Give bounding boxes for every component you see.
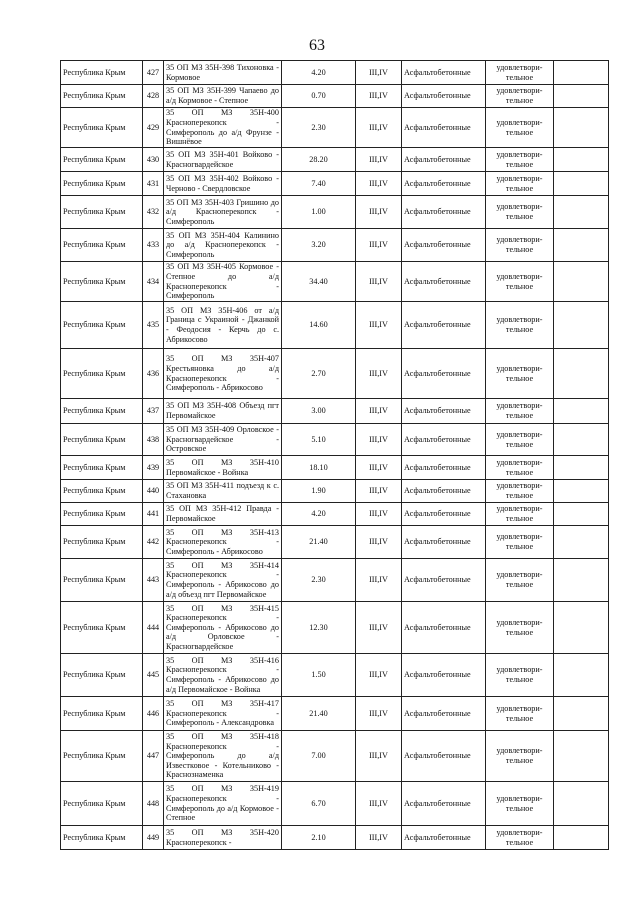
- empty-cell: [554, 196, 609, 229]
- category-cell: III,IV: [356, 262, 402, 302]
- road-name-cell: 35 ОП МЗ 35Н-407 Крестьяновка до а/д Красноперекопск - Симферополь - Абрикосово: [164, 349, 282, 399]
- condition-cell: удовлетвори-тельное: [486, 526, 554, 559]
- category-cell: III,IV: [356, 782, 402, 826]
- length-km-cell: 21.40: [282, 526, 356, 559]
- surface-type-cell: Асфальтобетонные: [402, 602, 486, 654]
- surface-type-cell: Асфальтобетонные: [402, 826, 486, 850]
- category-cell: III,IV: [356, 654, 402, 697]
- empty-cell: [554, 456, 609, 480]
- length-km-cell: 5.10: [282, 424, 356, 456]
- condition-cell: удовлетвори-тельное: [486, 782, 554, 826]
- row-number-cell: 441: [143, 503, 164, 526]
- road-name-cell: 35 ОП МЗ 35Н-406 от а/д Граница с Украиной - Джанкой - Феодосия - Керчь до с. Абрикосово: [164, 302, 282, 349]
- category-cell: III,IV: [356, 108, 402, 148]
- table-row: [61, 526, 609, 559]
- surface-type-cell: Асфальтобетонные: [402, 148, 486, 172]
- table-row: [61, 172, 609, 196]
- empty-cell: [554, 480, 609, 503]
- category-cell: III,IV: [356, 61, 402, 85]
- category-cell: III,IV: [356, 229, 402, 262]
- region-cell: Республика Крым: [61, 826, 143, 850]
- surface-type-cell: Асфальтобетонные: [402, 349, 486, 399]
- empty-cell: [554, 654, 609, 697]
- road-name-cell: 35 ОП МЗ 35Н-417 Красноперекопск - Симферополь - Александровка: [164, 697, 282, 731]
- length-km-cell: 6.70: [282, 782, 356, 826]
- road-name-cell: 35 ОП МЗ 35Н-414 Красноперекопск - Симферополь - Абрикосово до а/д объезд пгт Первомайское: [164, 559, 282, 602]
- road-name-cell: 35 ОП МЗ 35Н-402 Войково - Черново - Свердловское: [164, 172, 282, 196]
- empty-cell: [554, 559, 609, 602]
- table-row: [61, 602, 609, 654]
- length-km-cell: 7.00: [282, 731, 356, 782]
- page-number: 63: [309, 37, 325, 54]
- category-cell: III,IV: [356, 399, 402, 424]
- category-cell: III,IV: [356, 302, 402, 349]
- length-km-cell: 1.90: [282, 480, 356, 503]
- surface-type-cell: Асфальтобетонные: [402, 399, 486, 424]
- road-name-cell: 35 ОП МЗ 35Н-398 Тихоновка - Кормовое: [164, 61, 282, 85]
- length-km-cell: 34.40: [282, 262, 356, 302]
- surface-type-cell: Асфальтобетонные: [402, 559, 486, 602]
- surface-type-cell: Асфальтобетонные: [402, 424, 486, 456]
- length-km-cell: 3.00: [282, 399, 356, 424]
- table-row: [61, 229, 609, 262]
- road-name-cell: 35 ОП МЗ 35Н-408 Объезд пгт Первомайское: [164, 399, 282, 424]
- empty-cell: [554, 148, 609, 172]
- road-name-cell: 35 ОП МЗ 35Н-405 Кормовое - Степное до а/д Красноперекопск - Симферополь: [164, 262, 282, 302]
- row-number-cell: 428: [143, 85, 164, 108]
- category-cell: III,IV: [356, 559, 402, 602]
- table-row: [61, 697, 609, 731]
- road-name-cell: 35 ОП МЗ 35Н-419 Красноперекопск - Симферополь до а/д Кормовое - Степное: [164, 782, 282, 826]
- length-km-cell: 1.00: [282, 196, 356, 229]
- region-cell: Республика Крым: [61, 196, 143, 229]
- region-cell: Республика Крым: [61, 262, 143, 302]
- table-row: [61, 148, 609, 172]
- empty-cell: [554, 61, 609, 85]
- condition-cell: удовлетвори-тельное: [486, 196, 554, 229]
- category-cell: III,IV: [356, 349, 402, 399]
- table-row: [61, 85, 609, 108]
- road-name-cell: 35 ОП МЗ 35Н-413 Красноперекопск - Симферополь - Абрикосово: [164, 526, 282, 559]
- row-number-cell: 442: [143, 526, 164, 559]
- table-row: [61, 782, 609, 826]
- empty-cell: [554, 503, 609, 526]
- surface-type-cell: Асфальтобетонные: [402, 782, 486, 826]
- condition-cell: удовлетвори-тельное: [486, 826, 554, 850]
- length-km-cell: 2.10: [282, 826, 356, 850]
- category-cell: III,IV: [356, 85, 402, 108]
- row-number-cell: 440: [143, 480, 164, 503]
- row-number-cell: 427: [143, 61, 164, 85]
- row-number-cell: 446: [143, 697, 164, 731]
- empty-cell: [554, 424, 609, 456]
- category-cell: III,IV: [356, 172, 402, 196]
- row-number-cell: 444: [143, 602, 164, 654]
- surface-type-cell: Асфальтобетонные: [402, 697, 486, 731]
- length-km-cell: 3.20: [282, 229, 356, 262]
- table-row: [61, 349, 609, 399]
- condition-cell: удовлетвори-тельное: [486, 399, 554, 424]
- condition-cell: удовлетвори-тельное: [486, 349, 554, 399]
- category-cell: III,IV: [356, 196, 402, 229]
- category-cell: III,IV: [356, 503, 402, 526]
- condition-cell: удовлетвори-тельное: [486, 602, 554, 654]
- category-cell: III,IV: [356, 826, 402, 850]
- length-km-cell: 21.40: [282, 697, 356, 731]
- length-km-cell: 2.30: [282, 108, 356, 148]
- surface-type-cell: Асфальтобетонные: [402, 731, 486, 782]
- region-cell: Республика Крым: [61, 731, 143, 782]
- empty-cell: [554, 731, 609, 782]
- road-name-cell: 35 ОП МЗ 35Н-412 Правда - Первомайское: [164, 503, 282, 526]
- empty-cell: [554, 526, 609, 559]
- table-row: [61, 108, 609, 148]
- road-name-cell: 35 ОП МЗ 35Н-418 Красноперекопск - Симферополь до а/д Известковое - Котельниково - Краснознаменка: [164, 731, 282, 782]
- length-km-cell: 7.40: [282, 172, 356, 196]
- row-number-cell: 434: [143, 262, 164, 302]
- region-cell: Республика Крым: [61, 302, 143, 349]
- region-cell: Республика Крым: [61, 148, 143, 172]
- condition-cell: удовлетвори-тельное: [486, 503, 554, 526]
- condition-cell: удовлетвори-тельное: [486, 731, 554, 782]
- table-row: [61, 399, 609, 424]
- surface-type-cell: Асфальтобетонные: [402, 526, 486, 559]
- condition-cell: удовлетвори-тельное: [486, 229, 554, 262]
- table-row: [61, 826, 609, 850]
- region-cell: Республика Крым: [61, 559, 143, 602]
- empty-cell: [554, 349, 609, 399]
- table-row: [61, 61, 609, 85]
- surface-type-cell: Асфальтобетонные: [402, 108, 486, 148]
- row-number-cell: 432: [143, 196, 164, 229]
- condition-cell: удовлетвори-тельное: [486, 302, 554, 349]
- row-number-cell: 433: [143, 229, 164, 262]
- region-cell: Республика Крым: [61, 349, 143, 399]
- road-name-cell: 35 ОП МЗ 35Н-411 подъезд к с. Стахановка: [164, 480, 282, 503]
- table-row: [61, 456, 609, 480]
- condition-cell: удовлетвори-тельное: [486, 172, 554, 196]
- row-number-cell: 447: [143, 731, 164, 782]
- surface-type-cell: Асфальтобетонные: [402, 654, 486, 697]
- empty-cell: [554, 85, 609, 108]
- surface-type-cell: Асфальтобетонные: [402, 480, 486, 503]
- condition-cell: удовлетвори-тельное: [486, 697, 554, 731]
- row-number-cell: 439: [143, 456, 164, 480]
- road-name-cell: 35 ОП МЗ 35Н-409 Орловское - Красногвардейское - Островское: [164, 424, 282, 456]
- condition-cell: удовлетвори-тельное: [486, 424, 554, 456]
- surface-type-cell: Асфальтобетонные: [402, 503, 486, 526]
- empty-cell: [554, 399, 609, 424]
- surface-type-cell: Асфальтобетонные: [402, 61, 486, 85]
- condition-cell: удовлетвори-тельное: [486, 480, 554, 503]
- condition-cell: удовлетвори-тельное: [486, 262, 554, 302]
- region-cell: Республика Крым: [61, 424, 143, 456]
- region-cell: Республика Крым: [61, 503, 143, 526]
- row-number-cell: 435: [143, 302, 164, 349]
- category-cell: III,IV: [356, 697, 402, 731]
- empty-cell: [554, 826, 609, 850]
- row-number-cell: 445: [143, 654, 164, 697]
- length-km-cell: 18.10: [282, 456, 356, 480]
- condition-cell: удовлетвори-тельное: [486, 654, 554, 697]
- surface-type-cell: Асфальтобетонные: [402, 172, 486, 196]
- road-name-cell: 35 ОП МЗ 35Н-404 Калинино до а/д Красноперекопск - Симферополь: [164, 229, 282, 262]
- empty-cell: [554, 602, 609, 654]
- length-km-cell: 0.70: [282, 85, 356, 108]
- category-cell: III,IV: [356, 526, 402, 559]
- region-cell: Республика Крым: [61, 697, 143, 731]
- table-row: [61, 503, 609, 526]
- region-cell: Республика Крым: [61, 108, 143, 148]
- category-cell: III,IV: [356, 480, 402, 503]
- condition-cell: удовлетвори-тельное: [486, 108, 554, 148]
- region-cell: Республика Крым: [61, 654, 143, 697]
- region-cell: Республика Крым: [61, 399, 143, 424]
- surface-type-cell: Асфальтобетонные: [402, 229, 486, 262]
- table-row: [61, 731, 609, 782]
- road-name-cell: 35 ОП МЗ 35Н-403 Гришино до а/д Красноперекопск - Симферополь: [164, 196, 282, 229]
- length-km-cell: 1.50: [282, 654, 356, 697]
- empty-cell: [554, 697, 609, 731]
- roads-table: [60, 60, 609, 850]
- empty-cell: [554, 229, 609, 262]
- empty-cell: [554, 172, 609, 196]
- table-row: [61, 262, 609, 302]
- condition-cell: удовлетвори-тельное: [486, 61, 554, 85]
- road-name-cell: 35 ОП МЗ 35Н-410 Первомайское - Войнка: [164, 456, 282, 480]
- length-km-cell: 4.20: [282, 61, 356, 85]
- region-cell: Республика Крым: [61, 602, 143, 654]
- road-name-cell: 35 ОП МЗ 35Н-400 Красноперекопск - Симферополь до а/д Фрунзе - Вишнёвое: [164, 108, 282, 148]
- condition-cell: удовлетвори-тельное: [486, 456, 554, 480]
- region-cell: Республика Крым: [61, 229, 143, 262]
- empty-cell: [554, 782, 609, 826]
- road-name-cell: 35 ОП МЗ 35Н-401 Войково - Красногвардейское: [164, 148, 282, 172]
- table-row: [61, 559, 609, 602]
- table-row: [61, 424, 609, 456]
- row-number-cell: 449: [143, 826, 164, 850]
- category-cell: III,IV: [356, 456, 402, 480]
- category-cell: III,IV: [356, 148, 402, 172]
- table-row: [61, 196, 609, 229]
- length-km-cell: 2.30: [282, 559, 356, 602]
- category-cell: III,IV: [356, 731, 402, 782]
- region-cell: Республика Крым: [61, 456, 143, 480]
- empty-cell: [554, 108, 609, 148]
- region-cell: Республика Крым: [61, 172, 143, 196]
- row-number-cell: 448: [143, 782, 164, 826]
- region-cell: Республика Крым: [61, 85, 143, 108]
- category-cell: III,IV: [356, 602, 402, 654]
- length-km-cell: 2.70: [282, 349, 356, 399]
- table-row: [61, 480, 609, 503]
- surface-type-cell: Асфальтобетонные: [402, 262, 486, 302]
- condition-cell: удовлетвори-тельное: [486, 559, 554, 602]
- row-number-cell: 443: [143, 559, 164, 602]
- region-cell: Республика Крым: [61, 782, 143, 826]
- condition-cell: удовлетвори-тельное: [486, 85, 554, 108]
- road-name-cell: 35 ОП МЗ 35Н-416 Красноперекопск - Симферополь - Абрикосово до а/д Первомайское - Войнка: [164, 654, 282, 697]
- surface-type-cell: Асфальтобетонные: [402, 302, 486, 349]
- surface-type-cell: Асфальтобетонные: [402, 196, 486, 229]
- region-cell: Республика Крым: [61, 61, 143, 85]
- road-name-cell: 35 ОП МЗ 35Н-420 Красноперекопск -: [164, 826, 282, 850]
- surface-type-cell: Асфальтобетонные: [402, 456, 486, 480]
- length-km-cell: 14.60: [282, 302, 356, 349]
- region-cell: Республика Крым: [61, 480, 143, 503]
- roads-table-body: [61, 61, 609, 850]
- region-cell: Республика Крым: [61, 526, 143, 559]
- table-row: [61, 302, 609, 349]
- empty-cell: [554, 302, 609, 349]
- road-name-cell: 35 ОП МЗ 35Н-415 Красноперекопск - Симферополь - Абрикосово до а/д Орловское - Красногвардейское: [164, 602, 282, 654]
- row-number-cell: 431: [143, 172, 164, 196]
- length-km-cell: 28.20: [282, 148, 356, 172]
- road-name-cell: 35 ОП МЗ 35Н-399 Чапаево до а/д Кормовое - Степное: [164, 85, 282, 108]
- category-cell: III,IV: [356, 424, 402, 456]
- row-number-cell: 437: [143, 399, 164, 424]
- empty-cell: [554, 262, 609, 302]
- length-km-cell: 4.20: [282, 503, 356, 526]
- row-number-cell: 430: [143, 148, 164, 172]
- row-number-cell: 429: [143, 108, 164, 148]
- row-number-cell: 436: [143, 349, 164, 399]
- condition-cell: удовлетвори-тельное: [486, 148, 554, 172]
- row-number-cell: 438: [143, 424, 164, 456]
- length-km-cell: 12.30: [282, 602, 356, 654]
- table-row: [61, 654, 609, 697]
- surface-type-cell: Асфальтобетонные: [402, 85, 486, 108]
